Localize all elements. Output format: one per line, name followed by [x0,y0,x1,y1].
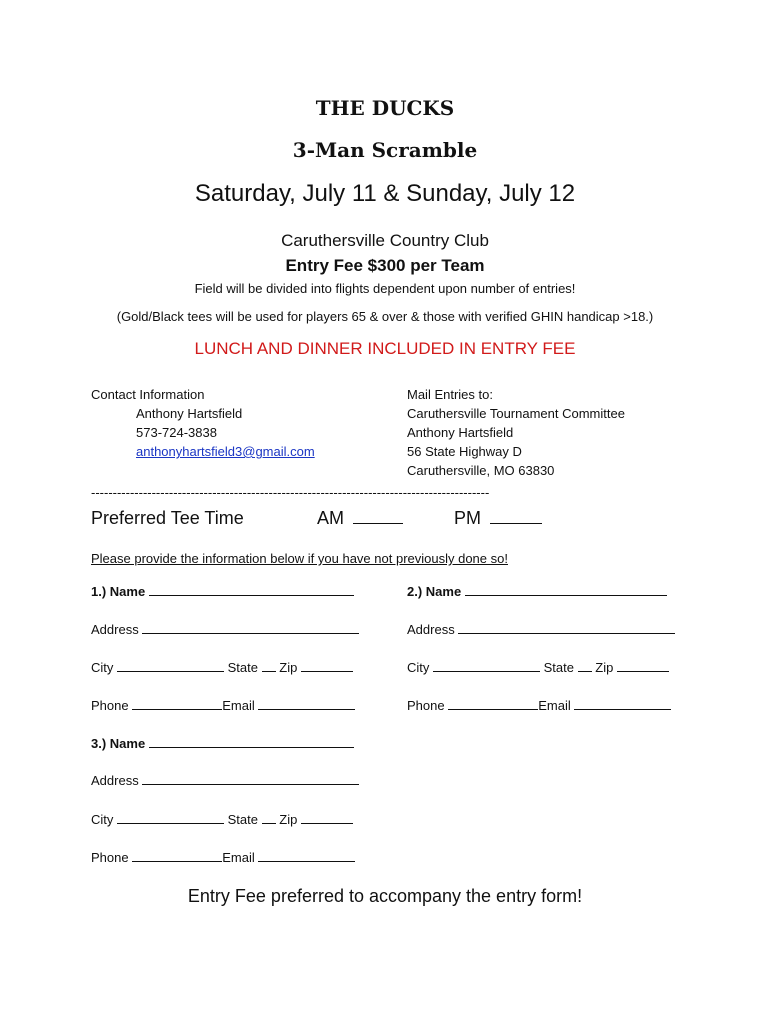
player-1-city-label: City [91,660,114,675]
player-2-city-field[interactable] [433,659,540,672]
tee-time-label: Preferred Tee Time [91,508,244,528]
player-2-address-row [407,621,675,637]
player-1-zip-label: Zip [279,660,298,675]
tee-time-pm [454,508,542,529]
instructions: Please provide the information below if you have not previously done so! [91,551,508,566]
mail-line-3: 56 State Highway D [407,444,522,459]
player-3-state-field[interactable] [262,811,276,824]
player-1-name-field[interactable] [149,583,354,596]
tees-note: (Gold/Black tees will be used for players 65 & over & those with verified GHIN handicap >18.) [116,309,654,324]
player-1-address-label: Address [91,622,139,637]
player-1-email-field[interactable] [258,697,355,710]
player-3-name-row [91,735,354,751]
contact-heading: Contact Information [91,387,205,402]
player-2-address-label: Address [407,622,455,637]
player-1-phone-row [91,697,355,713]
player-1-address-row [91,621,359,637]
player-2-name-row [407,583,667,599]
footer-note: Entry Fee preferred to accompany the entry form! [187,886,583,906]
player-3-address-row [91,772,359,788]
player-2-phone-label: Phone [407,698,445,713]
player-3-zip-field[interactable] [301,811,353,824]
player-2-email-field[interactable] [574,697,671,710]
am-label: AM [317,508,344,528]
player-3-zip-label: Zip [279,812,298,827]
mail-line-1: Caruthersville Tournament Committee [407,406,625,421]
player-2-name-label: 2.) Name [407,584,462,599]
player-2-state-field[interactable] [578,659,592,672]
player-1-email-label: Email [222,698,255,713]
mail-line-4: Caruthersville, MO 63830 [407,463,555,478]
venue: Caruthersville Country Club [281,231,489,250]
player-2-zip-label: Zip [595,660,614,675]
pm-label: PM [454,508,481,528]
player-2-state-label: State [543,660,574,675]
player-3-city-label: City [91,812,114,827]
event-name: 3-Man Scramble [292,138,478,162]
player-1-state-label: State [227,660,258,675]
player-3-city-row [91,811,353,827]
player-1-city-field[interactable] [117,659,224,672]
player-1-name-label: 1.) Name [91,584,146,599]
event-title: THE DUCKS [315,96,455,120]
player-2-phone-field[interactable] [448,697,538,710]
contact-name: Anthony Hartsfield [136,406,243,421]
player-1-address-field[interactable] [142,621,359,634]
contact-phone: 573-724-3838 [136,425,217,440]
player-2-zip-field[interactable] [617,659,669,672]
player-3-phone-row [91,849,355,865]
player-3-city-field[interactable] [117,811,224,824]
player-2-city-label: City [407,660,430,675]
player-3-phone-label: Phone [91,850,129,865]
mail-heading: Mail Entries to: [407,387,493,402]
dashed-divider: -------------------------------------------------------------------------------------------- [91,485,490,500]
player-3-address-field[interactable] [142,772,359,785]
event-dates: Saturday, July 11 & Sunday, July 12 [194,180,576,207]
entry-fee: Entry Fee $300 per Team [285,256,485,275]
player-3-name-label: 3.) Name [91,736,146,751]
am-field[interactable] [353,511,403,524]
tee-time-am [317,508,403,529]
player-2-city-row [407,659,669,675]
player-1-state-field[interactable] [262,659,276,672]
flights-note: Field will be divided into flights dependent upon number of entries! [194,281,576,296]
player-3-state-label: State [227,812,258,827]
player-2-phone-row [407,697,671,713]
player-1-city-row [91,659,353,675]
lunch-note: LUNCH AND DINNER INCLUDED IN ENTRY FEE [194,339,576,358]
player-2-address-field[interactable] [458,621,675,634]
player-1-name-row [91,583,354,599]
player-3-name-field[interactable] [149,735,354,748]
player-3-email-field[interactable] [258,849,355,862]
player-3-address-label: Address [91,773,139,788]
player-1-phone-label: Phone [91,698,129,713]
contact-email-link[interactable]: anthonyhartsfield3@gmail.com [136,444,315,459]
player-1-phone-field[interactable] [132,697,222,710]
player-1-zip-field[interactable] [301,659,353,672]
player-3-phone-field[interactable] [132,849,222,862]
pm-field[interactable] [490,511,542,524]
player-3-email-label: Email [222,850,255,865]
mail-line-2: Anthony Hartsfield [407,425,514,440]
player-2-email-label: Email [538,698,571,713]
player-2-name-field[interactable] [465,583,667,596]
